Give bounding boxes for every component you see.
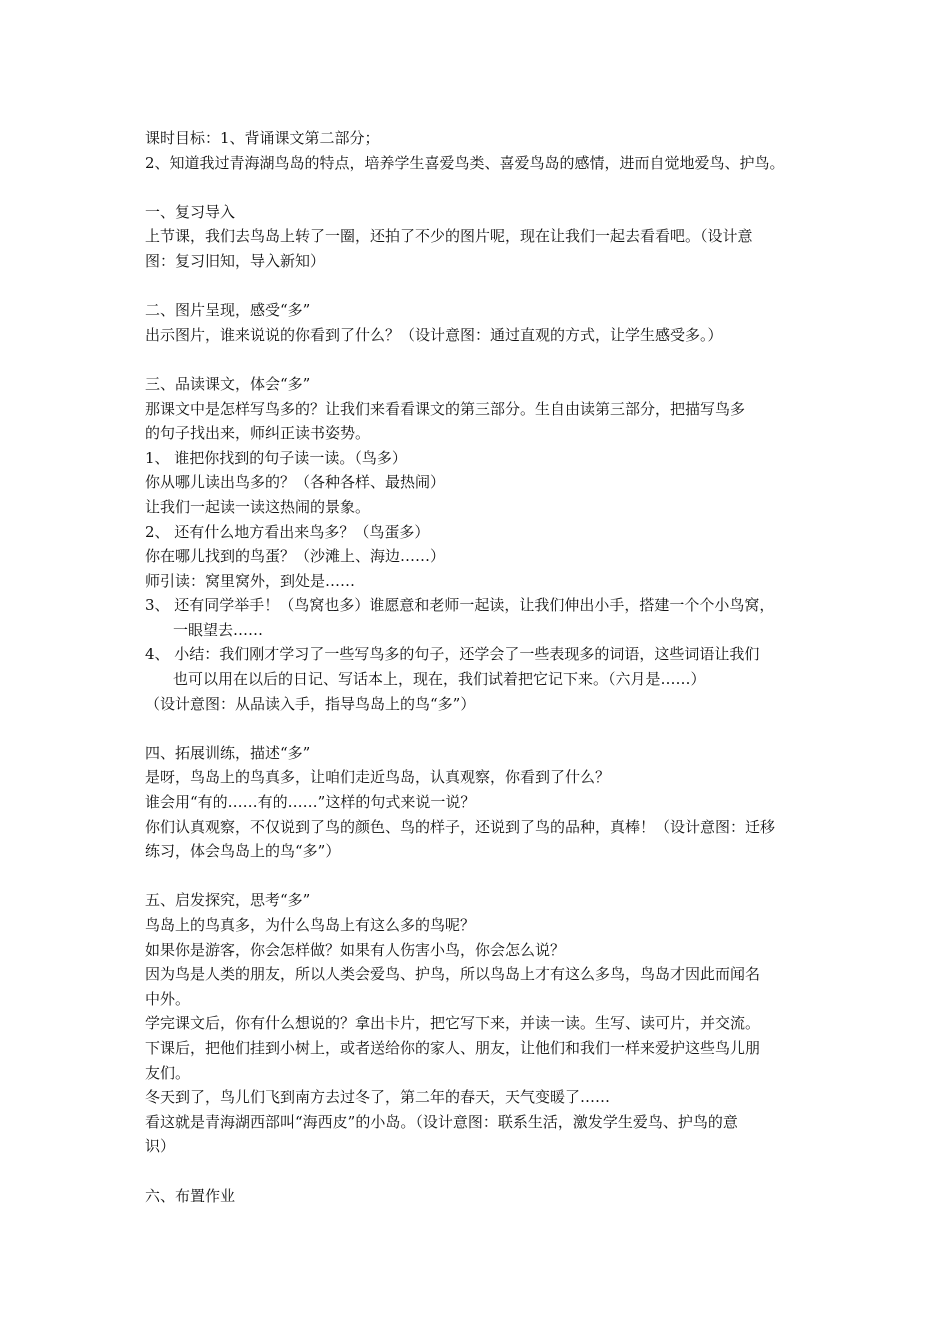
section-3-text: 的句子找出来，师纠正读书姿势。 xyxy=(145,424,371,443)
section-5-text: 中外。 xyxy=(145,989,191,1008)
section-5-text: 识） xyxy=(145,1137,176,1156)
section-5-text: 看这就是青海湖西部叫“海西皮”的小岛。（设计意图：联系生活，激发学生爱鸟、护鸟的意 xyxy=(145,1112,738,1131)
objectives-line-2: 2、知道我过青海湖鸟岛的特点，培养学生喜爱鸟类、喜爱鸟岛的感情，进而自觉地爱鸟、护鸟。 xyxy=(145,153,785,172)
objectives-line-1: 课时目标：1、背诵课文第二部分； xyxy=(145,129,380,147)
list-item-continuation: 也可以用在以后的日记、写话本上，现在，我们试着把它记下来。（六月是……） xyxy=(173,670,706,689)
list-item: 2、 还有什么地方看出来鸟多？（鸟蛋多） xyxy=(145,522,430,541)
section-2-text: 出示图片，谁来说说的你看到了什么？（设计意图：通过直观的方式，让学生感受多。） xyxy=(145,325,723,344)
section-5-text: 学完课文后，你有什么想说的？拿出卡片，把它写下来，并读一读。生写、读可片，并交流。 xyxy=(145,1014,761,1033)
section-4-text: 谁会用“有的……有的……”这样的句式来说一说？ xyxy=(145,793,476,812)
section-heading-1: 一、复习导入 xyxy=(145,202,236,221)
section-4-text: 练习，体会鸟岛上的鸟“多”） xyxy=(145,842,341,861)
list-item-continuation: 一眼望去…… xyxy=(173,620,264,639)
section-4-text: 你们认真观察，不仅说到了鸟的颜色、鸟的样子，还说到了鸟的品种，真棒！（设计意图：迁移 xyxy=(145,817,776,836)
section-heading-4: 四、拓展训练，描述“多” xyxy=(145,743,311,762)
section-5-text: 友们。 xyxy=(145,1063,191,1082)
section-3-text: 让我们一起读一读这热闹的景象。 xyxy=(145,497,371,516)
section-3-text: 你从哪儿读出鸟多的？（各种各样、最热闹） xyxy=(145,473,446,492)
design-intent-note: （设计意图：从品读入手，指导鸟岛上的鸟“多”） xyxy=(145,694,476,713)
section-5-text: 下课后，把他们挂到小树上，或者送给你的家人、朋友，让他们和我们一样来爱护这些鸟儿朋 xyxy=(145,1038,761,1057)
section-heading-3: 三、品读课文，体会“多” xyxy=(145,374,311,393)
section-1-text: 上节课，我们去鸟岛上转了一圈，还拍了不少的图片呢，现在让我们一起去看看吧。（设计意 xyxy=(145,227,753,246)
section-5-text: 如果你是游客，你会怎样做？如果有人伤害小鸟，你会怎么说？ xyxy=(145,940,566,959)
section-heading-6: 六、布置作业 xyxy=(145,1186,236,1205)
section-heading-5: 五、启发探究，思考“多” xyxy=(145,891,311,910)
section-5-text: 冬天到了，鸟儿们飞到南方去过冬了，第二年的春天，天气变暖了…… xyxy=(145,1088,611,1107)
list-item: 1、 谁把你找到的句子读一读。（鸟多） xyxy=(145,448,407,467)
section-3-text: 那课文中是怎样写鸟多的？让我们来看看课文的第三部分。生自由读第三部分，把描写鸟多 xyxy=(145,399,746,418)
section-5-text: 因为鸟是人类的朋友，所以人类会爱鸟、护鸟，所以鸟岛上才有这么多鸟，鸟岛才因此而闻名 xyxy=(145,965,761,984)
list-item: 3、 还有同学举手！（鸟窝也多）谁愿意和老师一起读，让我们伸出小手，搭建一个个小鸟窝， xyxy=(145,596,775,615)
document-page xyxy=(145,126,825,1208)
section-heading-2: 二、图片呈现，感受“多” xyxy=(145,301,311,320)
section-1-text: 图：复习旧知，导入新知） xyxy=(145,251,326,270)
section-3-text: 师引读：窝里窝外，到处是…… xyxy=(145,571,356,590)
list-item: 4、 小结：我们刚才学习了一些写鸟多的句子，还学会了一些表现多的词语，这些词语让我们 xyxy=(145,645,760,664)
section-4-text: 是呀，鸟岛上的鸟真多，让咱们走近鸟岛，认真观察，你看到了什么？ xyxy=(145,768,611,787)
section-3-text: 你在哪儿找到的鸟蛋？（沙滩上、海边……） xyxy=(145,547,446,566)
section-5-text: 鸟岛上的鸟真多，为什么鸟岛上有这么多的鸟呢？ xyxy=(145,916,476,934)
